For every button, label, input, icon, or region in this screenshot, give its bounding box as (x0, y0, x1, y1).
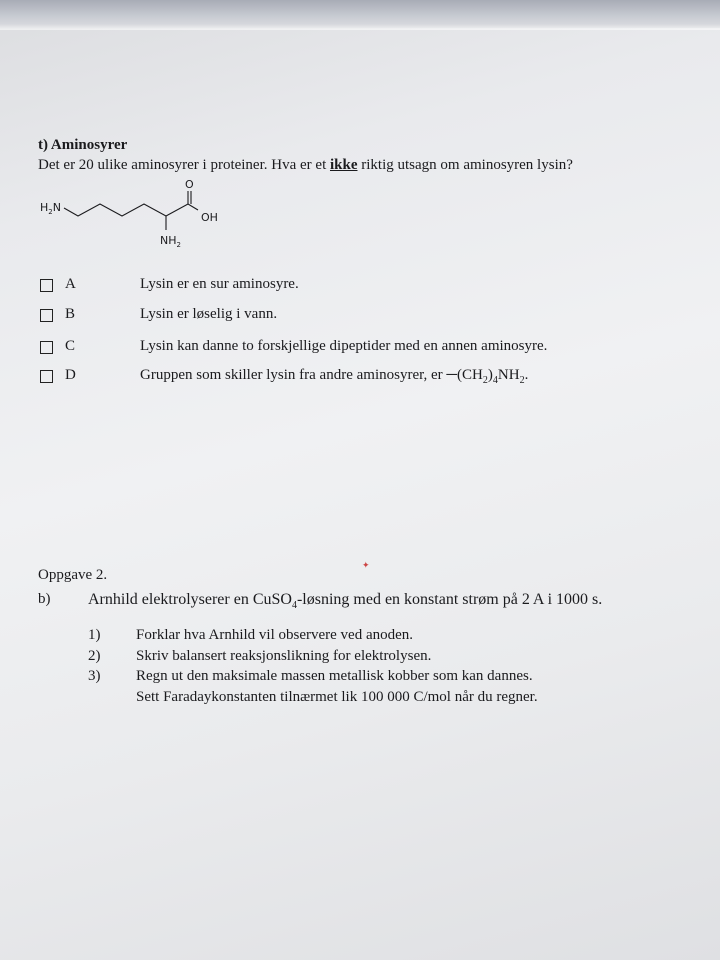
task-part-text-start: Arnhild elektrolyserer en CuSO (88, 591, 292, 608)
task-part-text-end: -løsning med en konstant strøm på 2 A i 1000 s. (296, 591, 603, 608)
option-c (40, 338, 680, 358)
question-text (38, 157, 573, 174)
question-title: t) Aminosyrer (38, 137, 128, 153)
amine-left-label: $H_2N$ (40, 201, 61, 216)
subtask-2-number: 2) (88, 648, 101, 664)
lysine-structure-diagram (36, 174, 236, 254)
carbon-chain (64, 191, 198, 230)
option-b-checkbox[interactable] (40, 309, 53, 322)
paper-top-edge (0, 24, 720, 30)
option-c-checkbox[interactable] (40, 341, 53, 354)
option-d-sub-1: 2 (482, 375, 488, 386)
option-d-sub-3: 2 (519, 375, 525, 386)
option-c-text: Lysin kan danne to forskjellige dipeptider med en annen aminosyre. (140, 338, 548, 354)
subtask-3-text-line-2: Sett Faradaykonstanten tilnærmet lik 100 000 C/mol når du regner. (136, 689, 538, 705)
stray-mark: ✦ (362, 560, 370, 570)
option-d-checkbox[interactable] (40, 370, 53, 383)
task-part-subscript: 4 (291, 600, 297, 612)
option-d-text (140, 367, 528, 386)
option-d-sub-2: 4 (492, 375, 498, 386)
option-d (40, 367, 680, 387)
option-a (40, 276, 680, 296)
subtask-3-text-line-1: Regn ut den maksimale massen metallisk kobber som kan dannes. (136, 668, 533, 684)
option-b-letter: B (65, 306, 76, 322)
option-d-group-paren: ) (487, 367, 493, 383)
hydroxyl-label: OH (201, 211, 218, 224)
option-d-text-start: Gruppen som skiller lysin fra andre aminosyrer, er (140, 367, 447, 383)
subtask-1-text: Forklar hva Arnhild vil observere ved anoden. (136, 627, 414, 643)
question-text-start: Det er 20 ulike aminosyrer i proteiner. Hva er et (38, 157, 330, 173)
option-c-letter: C (65, 338, 76, 354)
option-a-text: Lysin er en sur aminosyre. (140, 276, 299, 292)
option-b (40, 306, 680, 326)
option-d-letter: D (65, 367, 76, 383)
option-d-group-nh: NH (497, 367, 520, 383)
option-a-letter: A (65, 276, 76, 292)
subtask-1-number: 1) (88, 627, 101, 643)
task-part-label: b) (38, 591, 51, 607)
question-text-end: riktig utsagn om aminosyren lysin? (357, 157, 573, 173)
question-emphasis: ikke (329, 157, 358, 173)
option-b-text: Lysin er løselig i vann. (140, 306, 278, 322)
carbonyl-oxygen-label: O (185, 178, 194, 191)
subtask-3-number: 3) (88, 668, 101, 684)
subtask-2-text: Skriv balansert reaksjonslikning for elektrolysen. (136, 648, 432, 664)
option-d-group-ch: (CH (457, 367, 483, 383)
task-heading: Oppgave 2. (38, 567, 108, 583)
task-part-text (88, 591, 602, 611)
option-d-bond: ─ (446, 367, 458, 383)
option-d-period: . (524, 367, 529, 383)
amine-bottom-label: $NH_2$ (160, 234, 181, 249)
option-a-checkbox[interactable] (40, 279, 53, 292)
